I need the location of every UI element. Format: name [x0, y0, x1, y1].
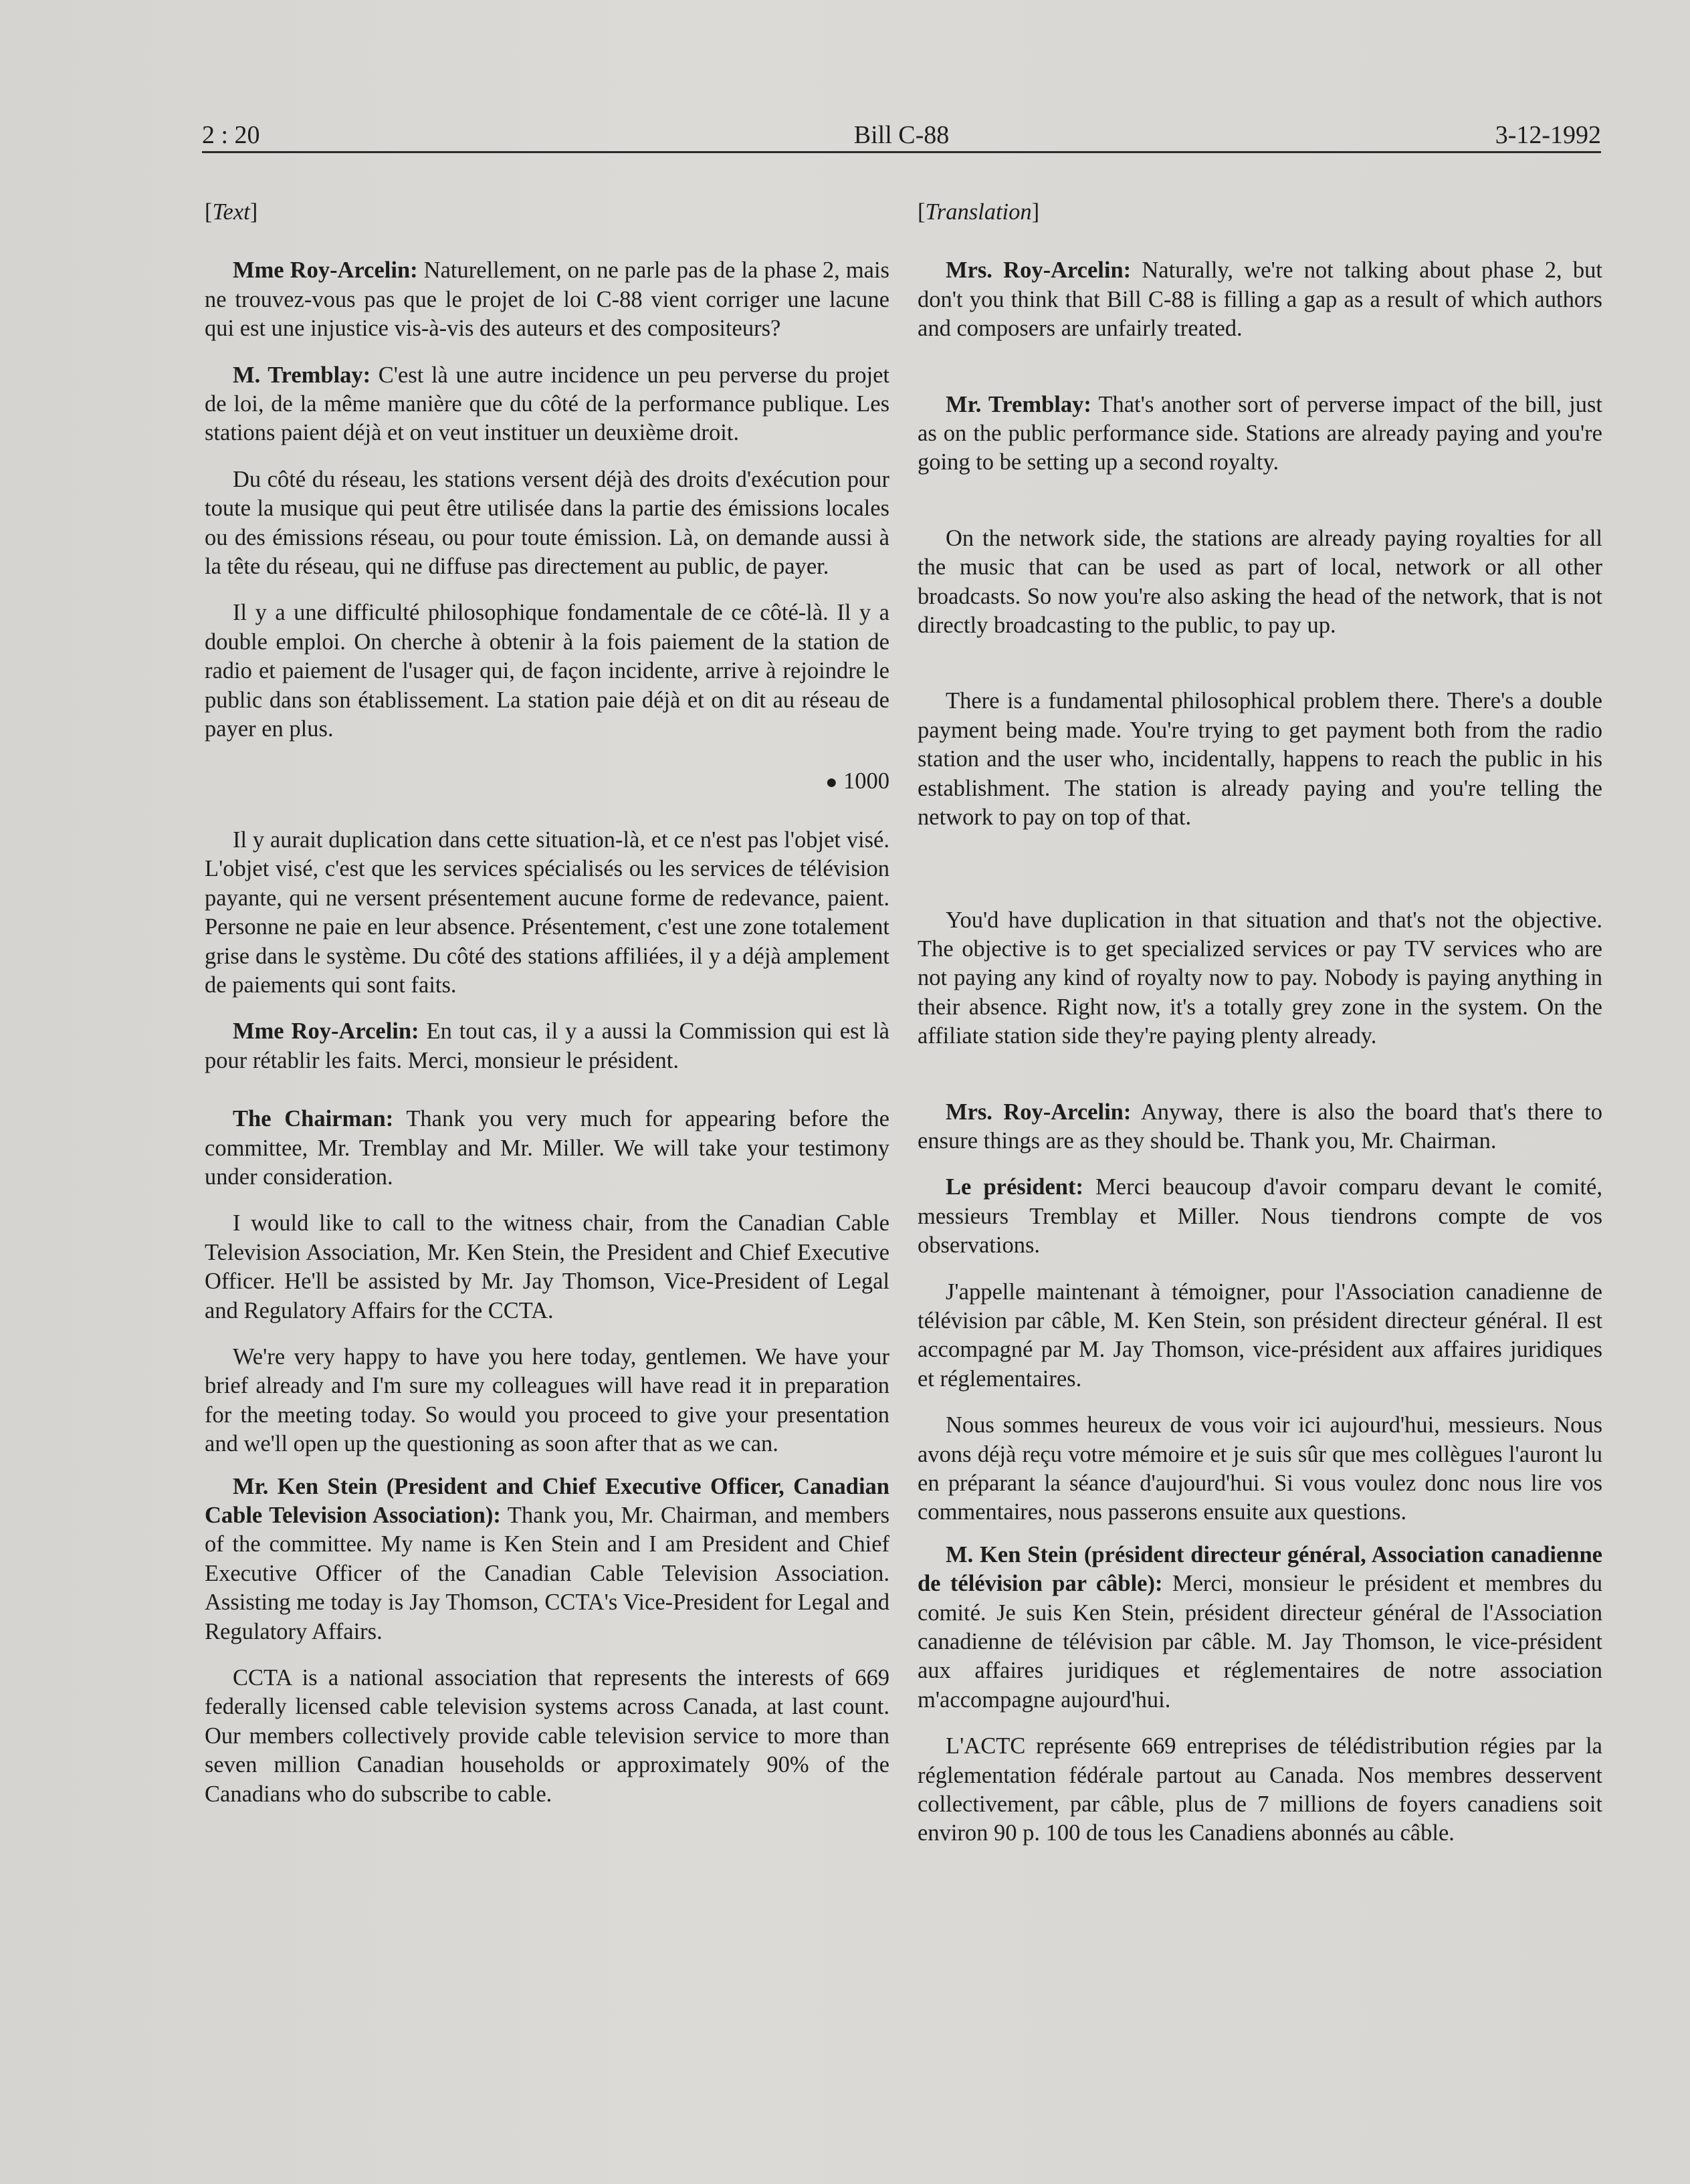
speaker-name: Mr. Tremblay: — [946, 391, 1091, 417]
paragraph: Mrs. Roy-Arcelin: Naturally, we're not talking about phase 2, but don't you think that Bill C-88 is filling a gap as a result of which authors and composers are unfairly treated. — [918, 257, 1602, 342]
speaker-name: Mme Roy-Arcelin: — [233, 257, 418, 284]
bill-title: Bill C-88 — [853, 121, 950, 149]
paragraph: The Chairman: Thank you very much for appearing before the committee, Mr. Tremblay and Mr. Miller. We will take your testimony under consideration. — [205, 1106, 889, 1190]
speaker-name: Mr. Ken Stein (President and Chief Executive Officer, Canadian Cable Television Association): — [205, 1473, 889, 1529]
running-header — [202, 118, 1601, 152]
paragraph: M. Tremblay: C'est là une autre incidence un peu perverse du projet de loi, de la même manière que du côté de la performance publique. Les stations paient déjà et on veut instituer un deuxième droit. — [205, 362, 889, 446]
speaker-name: Le président: — [946, 1174, 1083, 1200]
header-rule — [202, 151, 1601, 153]
paragraph: Il y a une difficulté philosophique fondamentale de ce côté-là. Il y a double emploi. On cherche à obtenir à la fois paiement de la station de radio et paiement de l'usager qui, de façon incidente, arrive à rejoindre le public dans son établissement. La station paie déjà et on dit au réseau de payer en plus. — [205, 600, 889, 742]
paragraph: Mr. Tremblay: That's another sort of perverse impact of the bill, just as on the public performance side. Stations are already paying and you're going to be setting up a second royalty. — [918, 391, 1602, 475]
speaker-name: Mrs. Roy-Arcelin: — [946, 1099, 1132, 1125]
paragraph: Le président: Merci beaucoup d'avoir comparu devant le comité, messieurs Tremblay et Miller. Nous tiendrons compte de vos observations. — [918, 1174, 1602, 1259]
paragraph: Il y aurait duplication dans cette situation-là, et ce n'est pas l'objet visé. L'objet visé, c'est que les services spécialisés ou les services de télévision payante, qui ne versent présentement aucune forme de redevance, paient. Personne ne paie en leur absence. Présentement, c'est une zone totalement grise dans le système. Du côté des stations affiliées, il y a déjà amplement de paiements qui sont faits. — [205, 827, 889, 998]
speaker-name: Mrs. Roy-Arcelin: — [946, 257, 1132, 284]
paragraph: On the network side, the stations are already paying royalties for all the music that can be used as part of local, network or all other broadcasts. So now you're also asking the head of the network, that is not directly broadcasting to the public, to pay up. — [918, 525, 1602, 639]
paragraph: Du côté du réseau, les stations versent déjà des droits d'exécution pour toute la musique qui peut être utilisée dans la partie des émissions locales ou des émissions réseau, ou pour toute émission. Là, on demande aussi à la tête du réseau, qui ne diffuse pas directement au public, de payer. — [205, 466, 889, 580]
paragraph: I would like to call to the witness chair, from the Canadian Cable Television Association, Mr. Ken Stein, the President and Chief Executive Officer. He'll be assisted by Mr. Jay Thomson, Vice-President of Legal and Regulatory Affairs for the CCTA. — [205, 1210, 889, 1323]
speaker-name: M. Ken Stein (président directeur général, Association canadienne de télévision par câble): — [918, 1541, 1602, 1597]
paragraph: Mme Roy-Arcelin: En tout cas, il y a aussi la Commission qui est là pour rétablir les faits. Merci, monsieur le président. — [205, 1018, 889, 1073]
paragraph: L'ACTC représente 669 entreprises de télédistribution régies par la réglementation fédérale partout au Canada. Nos membres desservent collectivement, par câble, plus de 7 millions de foyers canadiens soit environ 90 p. 100 de tous les Canadiens abonnés au câble. — [918, 1733, 1602, 1846]
paragraph: There is a fundamental philosophical problem there. There's a double payment being made. You're trying to get payment both from the radio station and the user who, incidentally, happens to reach the public in his establishment. The station is already paying and you're telling the network to pay on top of that. — [918, 688, 1602, 831]
paragraph: CCTA is a national association that represents the interests of 669 federally licensed cable television systems across Canada, at last count. Our members collectively provide cable television service to more than seven million Canadian households or approximately 90% of the Canadians who do subscribe to cable. — [205, 1665, 889, 1807]
paragraph: M. Ken Stein (président directeur général, Association canadienne de télévision par câble): Merci, monsieur le président et membres du comité. Je suis Ken Stein, président directeur général de l'Association canadienne de télévision par câble. M. Jay Thomson, le vice-président aux affaires juridiques et réglementaires de notre association m'accompagne aujourd'hui. — [918, 1541, 1602, 1713]
paragraph: J'appelle maintenant à témoigner, pour l'Association canadienne de télévision par câble, M. Ken Stein, son président directeur général. Il est accompagné par M. Jay Thomson, vice-président aux affaires juridiques et réglementaires. — [918, 1279, 1602, 1392]
translation-tag: [Translation] — [918, 199, 1040, 225]
speaker-name: The Chairman: — [233, 1106, 394, 1132]
speaker-name: Mme Roy-Arcelin: — [233, 1018, 419, 1045]
paragraph: Mr. Ken Stein (President and Chief Executive Officer, Canadian Cable Television Association): Thank you, Mr. Chairman, and members of the committee. My name is Ken Stein and I am President and Chief Executive Officer of the Canadian Cable Television Association. Assisting me today is Jay Thomson, CCTA's Vice-President for Legal and Regulatory Affairs. — [205, 1473, 889, 1644]
text-tag: [Text] — [205, 199, 258, 225]
paragraph: Mrs. Roy-Arcelin: Anyway, there is also the board that's there to ensure things are as they should be. Thank you, Mr. Chairman. — [918, 1099, 1602, 1154]
paragraph: We're very happy to have you here today, gentlemen. We have your brief already and I'm sure my colleagues will have read it in preparation for the meeting today. So would you proceed to give your presentation and we'll open up the questioning as soon after that as we can. — [205, 1344, 889, 1457]
right-column — [918, 198, 1602, 1848]
left-column — [205, 198, 889, 1809]
paragraph: You'd have duplication in that situation and that's not the objective. The objective is to get specialized services or pay TV services who are not paying any kind of royalty now to pay. Nobody is paying anything in their absence. Right now, it's a totally grey zone in the system. On the affiliate station side they're paying plenty already. — [918, 907, 1602, 1049]
paragraph: Nous sommes heureux de vous voir ici aujourd'hui, messieurs. Nous avons déjà reçu votre mémoire et je suis sûr que mes collègues l'auront lu en préparant la séance d'aujourd'hui. Si vous voulez donc nous lire vos commentaires, nous passerons ensuite aux questions. — [918, 1412, 1602, 1525]
time-marker: ● 1000 — [825, 768, 889, 794]
paragraph: Mme Roy-Arcelin: Naturellement, on ne parle pas de la phase 2, mais ne trouvez-vous pas que le projet de loi C-88 vient corriger une lacune qui est une injustice vis-à-vis des auteurs et des compositeurs? — [205, 257, 889, 342]
sitting-date: 3-12-1992 — [1495, 121, 1601, 149]
speaker-name: M. Tremblay: — [233, 362, 371, 388]
page-number: 2 : 20 — [202, 121, 260, 149]
